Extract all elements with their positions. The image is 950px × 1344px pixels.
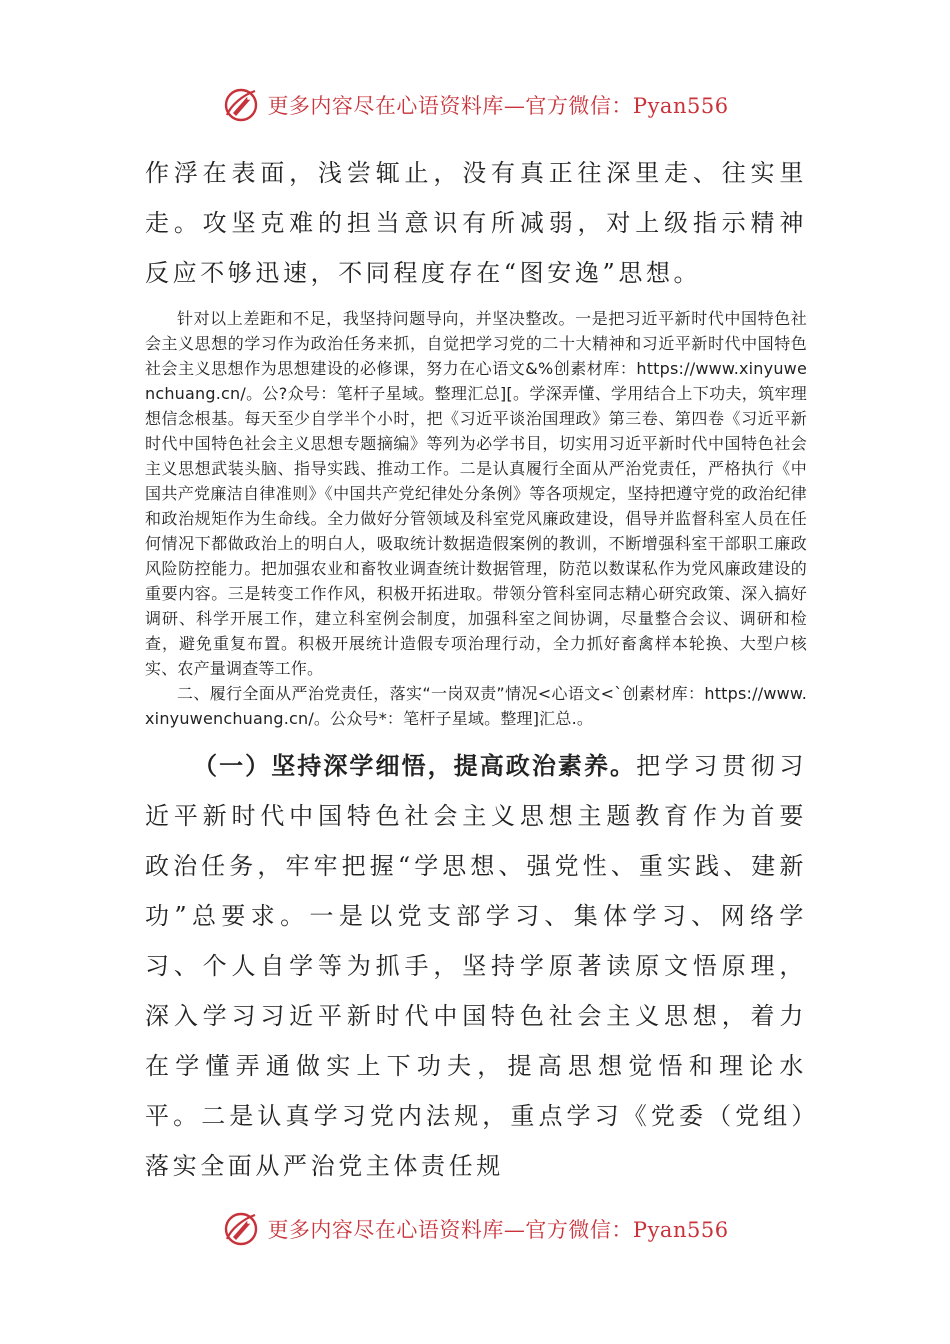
watermark-text: 更多内容尽在心语资料库—官方微信：Pyan556	[267, 94, 729, 118]
paragraph-4-text: 把学习贯彻习近平新时代中国特色社会主义思想主题教育作为首要政治任务，牢牢把握“学思想、强党性、重实践、建新功”总要求。一是以党支部学习、集体学习、网络学习、个人自学等为抓手，坚持学原著读原文悟原理，深入学习习近平新时代中国特色社会主义思想，着力在学懂弄通做实上下功夫，提高思想觉悟和理论水平。二是认真学习党内法规，重点学习《党委（党组）落实全面从严治党主体责任规	[145, 752, 807, 1180]
paragraph-3: 二、履行全面从严治党责任，落实“一岗双责”情况<心语文<`创素材库：https://www.xinyuwenchuang.cn/。公众号*：笔杆子星域。整理]汇总.。	[145, 684, 807, 728]
watermark-banner-top	[0, 82, 950, 128]
paragraph-4	[145, 741, 807, 1191]
pen-circle-logo-icon	[221, 1209, 261, 1249]
paragraph-2: 针对以上差距和不足，我坚持问题导向，并坚决整改。一是把习近平新时代中国特色社会主义思想的学习作为政治任务来抓，自觉把学习党的二十大精神和习近平新时代中国特色社会主义思想作为思想建设的必修课，努力在心语文&%创素材库：https://www.xinyuwenchuang.cn/。公?众号：笔杆子星域。整理汇总][。学深弄懂、学用结合上下功夫，筑牢理想信念根基。每天至少自学半个小时，把《习近平谈治国理政》第三卷、第四卷《习近平新时代中国特色社会主义思想专题摘编》等列为必学书目，切实用习近平新时代中国特色社会主义思想武装头脑、指导实践、推动工作。二是认真履行全面从严治党责任，严格执行《中国共产党廉洁自律准则》《中国共产党纪律处分条例》等各项规定，坚持把遵守党的政治纪律和政治规矩作为生命线。全力做好分管领域及科室党风廉政建设，倡导并监督科室人员在任何情况下都做政治上的明白人，吸取统计数据造假案例的教训，不断增强科室干部职工廉政风险防控能力。把加强农业和畜牧业调查统计数据管理，防范以数谋私作为党风廉政建设的重要内容。三是转变工作作风，积极开拓进取。带领分管科室同志精心研究政策、深入搞好调研、科学开展工作，建立科室例会制度，加强科室之间协调，尽量整合会议、调研和检查，避免重复布置。积极开展统计造假专项治理行动，全力抓好畜禽样本轮换、大型户核实、农产量调查等工作。	[145, 309, 807, 678]
watermark-text: 更多内容尽在心语资料库—官方微信：Pyan556	[267, 1218, 729, 1242]
section-heading: （一）坚持深学细悟，提高政治素养。	[193, 752, 637, 780]
pen-circle-logo-icon	[221, 85, 261, 125]
paragraph-1: 作浮在表面，浅尝辄止，没有真正往深里走、往实里走。攻坚克难的担当意识有所减弱，对上级指示精神反应不够迅速，不同程度存在“图安逸”思想。	[145, 159, 807, 287]
document-body	[145, 148, 807, 1191]
watermark-banner-bottom	[0, 1206, 950, 1252]
